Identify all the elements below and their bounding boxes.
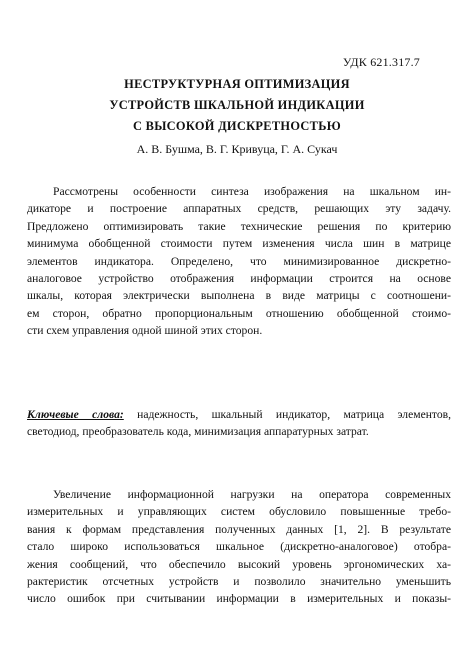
keywords-label: Ключевые слова:	[27, 408, 124, 421]
abstract-line: Предложено оптимизировать такие технические решения по критерию	[27, 219, 451, 233]
title-line: УСТРОЙСТВ ШКАЛЬНОЙ ИНДИКАЦИИ	[109, 98, 365, 112]
abstract-line: элементов индикатора. Определено, что минимизированное дискретно-	[27, 254, 451, 268]
abstract-line: ем сторон, обратно пропорциональным отношению обобщенной стоимо-	[27, 306, 451, 320]
udk-code: УДК 621.317.7	[342, 55, 420, 69]
body-line: вания к формам представления полученных данных [1, 2]. В результате	[27, 522, 451, 536]
keywords-text: надежность, шкальный индикатор, матрица элементов,	[123, 408, 451, 421]
abstract-line: сти схем управления одной шиной этих сторон.	[27, 324, 263, 338]
body-text	[27, 486, 451, 608]
body-line: Увеличение информационной нагрузки на оператора современных	[53, 488, 451, 501]
abstract-line: шкалы, которая электрически выполнена в виде матрицы с соотношени-	[27, 289, 451, 303]
title-line: НЕСТРУКТУРНАЯ ОПТИМИЗАЦИЯ	[124, 77, 350, 91]
body-line: измерительных и управляющих систем обусловило повышенные требо-	[27, 505, 451, 519]
keywords-line: светодиод, преобразователь кода, минимизация аппаратурных затрат.	[27, 425, 369, 439]
body-line: рактеристик отсчетных устройств и позволило значительно уменьшить	[27, 575, 451, 589]
body-line: число ошибок при считывании информации в измерительных и показы-	[27, 592, 451, 606]
abstract-line: минимума обобщенной стоимости путем изменения числа шин в матрице	[27, 237, 451, 251]
abstract-line: дикаторе и построение аппаратных средств, решающих эту задачу.	[27, 202, 451, 216]
body-line: стало широко использоваться шкальное (дискретно-аналоговое) отобра-	[27, 540, 451, 554]
body-line: жения сообщений, что обеспечило высокий уровень эргономических ха-	[27, 557, 451, 571]
abstract	[27, 183, 451, 340]
abstract-line: аналоговое устройство отображения информации строится на основе	[27, 272, 451, 286]
authors: А. В. Бушма, В. Г. Кривуца, Г. А. Сукач	[136, 142, 338, 156]
keywords-line	[27, 406, 451, 423]
abstract-line: Рассмотрены особенности синтеза изображения на шкальном ин-	[53, 185, 451, 198]
title-line: С ВЫСОКОЙ ДИСКРЕТНОСТЬЮ	[133, 119, 341, 133]
paper-title	[0, 74, 474, 137]
keywords-block	[27, 406, 451, 441]
